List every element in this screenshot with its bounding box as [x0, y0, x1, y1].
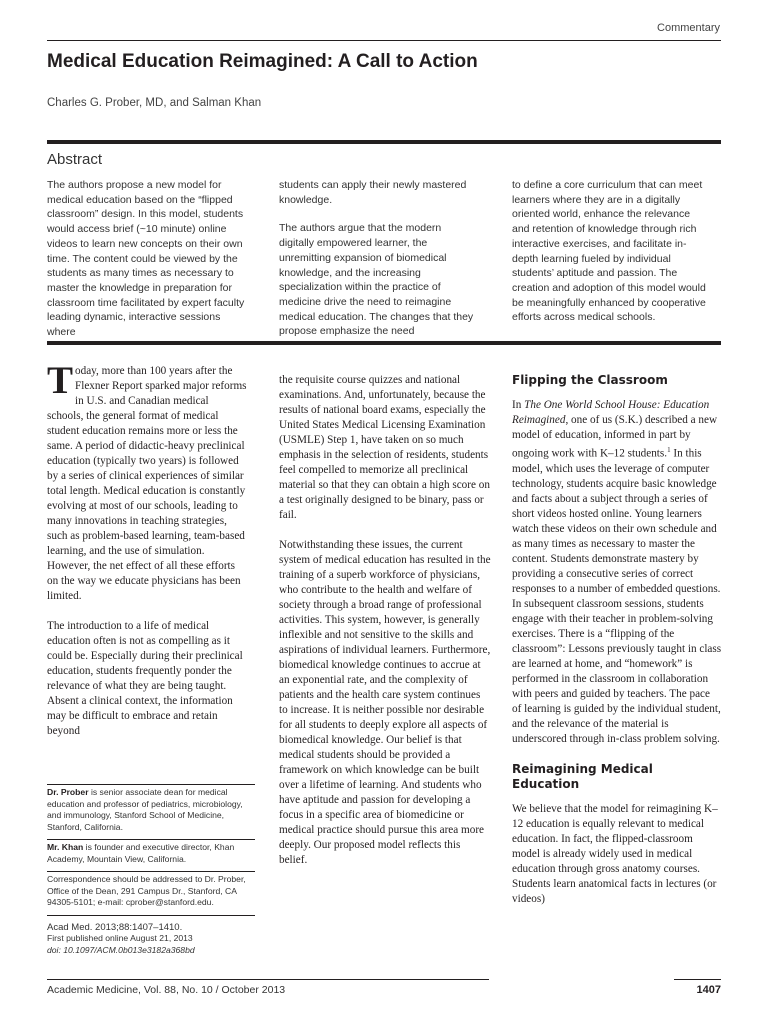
body-paragraph: the requisite course quizzes and national examinations. And, unfortunately, because the results of national board exams, especially the United States Medical Licensing Examination (USMLE) Step 1, have taken on so much emphasis in the selection of residents, students feel compelled to memorize all preclinical material so that they can obtain a high score on a test originally designed to be binary, pass or fail. — [279, 374, 490, 521]
section-heading-flipping: Flipping the Classroom — [512, 373, 668, 387]
abstract-heading: Abstract — [47, 151, 103, 168]
doi-link[interactable]: doi: 10.1097/ACM.0b013e3182a368bd — [47, 944, 195, 955]
body-paragraph: Today, more than 100 years after the Flexner Report sparked major reforms in U.S. and Canadian medical schools, the general format of medical student education remains more or less the same. A period of didactic-heavy preclinical education (typically two years) is followed by a series of clinical experiences of similar total length. Medical education is constantly evolving at most of our schools, leading to many innovations in teaching strategies, such as problem-based learning, team-based learning, and the use of simulation. However, the net effect of all these efforts on the way we educate physicians has been limited. — [47, 359, 247, 602]
page-number: 1407 — [696, 984, 721, 996]
body-paragraph: The introduction to a life of medical education often is not as compelling as it could be. Especially during their preclinical education, students frequently ponder the relevance of what they are being taught. Absent a clinical context, the information may be difficult to embrace and retain beyond — [47, 620, 243, 737]
body-column-1 — [47, 359, 247, 754]
abstract-paragraph: students can apply their newly mastered knowledge. — [279, 179, 467, 206]
article-title: Medical Education Reimagined: A Call to Action — [47, 51, 478, 72]
published-date: First published online August 21, 2013 — [47, 933, 193, 943]
author-note-prober: Dr. Prober is senior associate dean for medical education and professor of pediatrics, microbiology, and immunology, Stanford School of Medicine, Stanford, California. — [47, 787, 243, 832]
citation: Acad Med. 2013;88:1407–1410. — [47, 921, 183, 933]
author-notes — [47, 784, 255, 956]
citation-block — [47, 922, 255, 957]
abstract-column-1 — [47, 178, 245, 354]
notes-rule — [47, 784, 255, 785]
footer-rule-right — [674, 979, 721, 980]
article-authors: Charles G. Prober, MD, and Salman Khan — [47, 97, 262, 109]
notes-rule — [47, 915, 255, 916]
reference-superscript: 1 — [667, 446, 671, 454]
notes-rule — [47, 839, 255, 840]
body-column-3 — [512, 373, 722, 922]
author-note-khan: Mr. Khan is founder and executive director, Khan Academy, Mountain View, California. — [47, 842, 235, 864]
section-label: Commentary — [657, 22, 720, 34]
correspondence-note: Correspondence should be addressed to Dr. Prober, Office of the Dean, 291 Campus Dr., Stanford, CA 94305-5101; e-mail: cprober@stanford.edu. — [47, 874, 246, 907]
body-paragraph: In The One World School House: Education Reimagined, one of us (S.K.) described a new model of education, informed in part by ongoing work with K–12 students.$^1$ In this model, which uses the leverage of computer technology, students acquire basic knowledge and facts about a subject through a series of short videos hosted online. Young learners watch these videos on their own schedule and as many times as necessary to master the content. Students demonstrate mastery by providing a consecutive series of correct responses to a number of embedded questions. In subsequent classroom sessions, students engage with their teacher in problem-solving exercises. There is a “flipping of the classroom”: Lessons previously taught in class are learned at home, and “homework” is performed in the classroom in collaboration with peers and guided by teachers. The pace of learning is guided by the individual student, and the relevance of the material is underscored through in-class problem solving. — [512, 399, 722, 745]
body-paragraph: Notwithstanding these issues, the current system of medical education has resulted in the training of a superb workforce of physicians, who contribute to the health and welfare of society through a broad range of professional activities. This system, however, is generally inflexible and not sensitive to the skills and aspirations of individual learners. Furthermore, biomedical knowledge continues to accrue at an exponential rate, and the complexity of patients and the health care system continues to increase. It is neither possible nor desirable for all students to deeply explore all aspects of biomedical knowledge. Our belief is that medical students should be provided a framework on which knowledge can be built over a lifetime of learning. And students who have aptitude and passion for developing a focus in a specific area of biomedicine or medical practice should pursue this area more deeply. Our proposed model reflects this belief. — [279, 539, 491, 866]
abstract-rule — [47, 140, 721, 144]
top-rule — [47, 40, 721, 41]
abstract-paragraph: The authors argue that the modern digitally empowered learner, the unremitting expansion of biomedical knowledge, and the increasing specialization within the practice of medicine drive the need to reimagine medical education. The changes that they propose emphasize the need — [279, 222, 474, 338]
footer-rule — [47, 979, 489, 980]
footer-journal: Academic Medicine, Vol. 88, No. 10 / October 2013 — [47, 984, 286, 996]
section-heading-reimagining: Reimagining Medical Education — [512, 761, 653, 791]
body-column-2 — [279, 373, 491, 883]
abstract-paragraph: The authors propose a new model for medical education based on the “flipped classroom” design. In this model, students would access brief (~10 minute) online videos to learn new concepts on their own time. The content could be viewed by the students as many times as necessary to master the knowledge in preparation for classroom time facilitated by expert faculty leading dynamic, interactive sessions where — [47, 179, 245, 339]
notes-rule — [47, 871, 255, 872]
abstract-paragraph: to define a core curriculum that can meet learners where they are in a digitally oriented world, enhance the relevance and retention of knowledge through rich interactive exercises, and facilitate in-depth learning fueled by individual students’ aptitude and passion. The creation and adoption of this model would be meaningfully enhanced by cooperative efforts across medical schools. — [512, 179, 706, 324]
abstract-column-3 — [512, 178, 710, 339]
abstract-column-2 — [279, 178, 477, 353]
body-rule — [47, 341, 721, 345]
body-paragraph: We believe that the model for reimagining K–12 education is equally relevant to medical education. In fact, the flipped-classroom model is already widely used in medical education through gross anatomy courses. Students learn anatomical facts in lectures (or videos) — [512, 802, 718, 905]
drop-cap: T — [47, 359, 74, 402]
